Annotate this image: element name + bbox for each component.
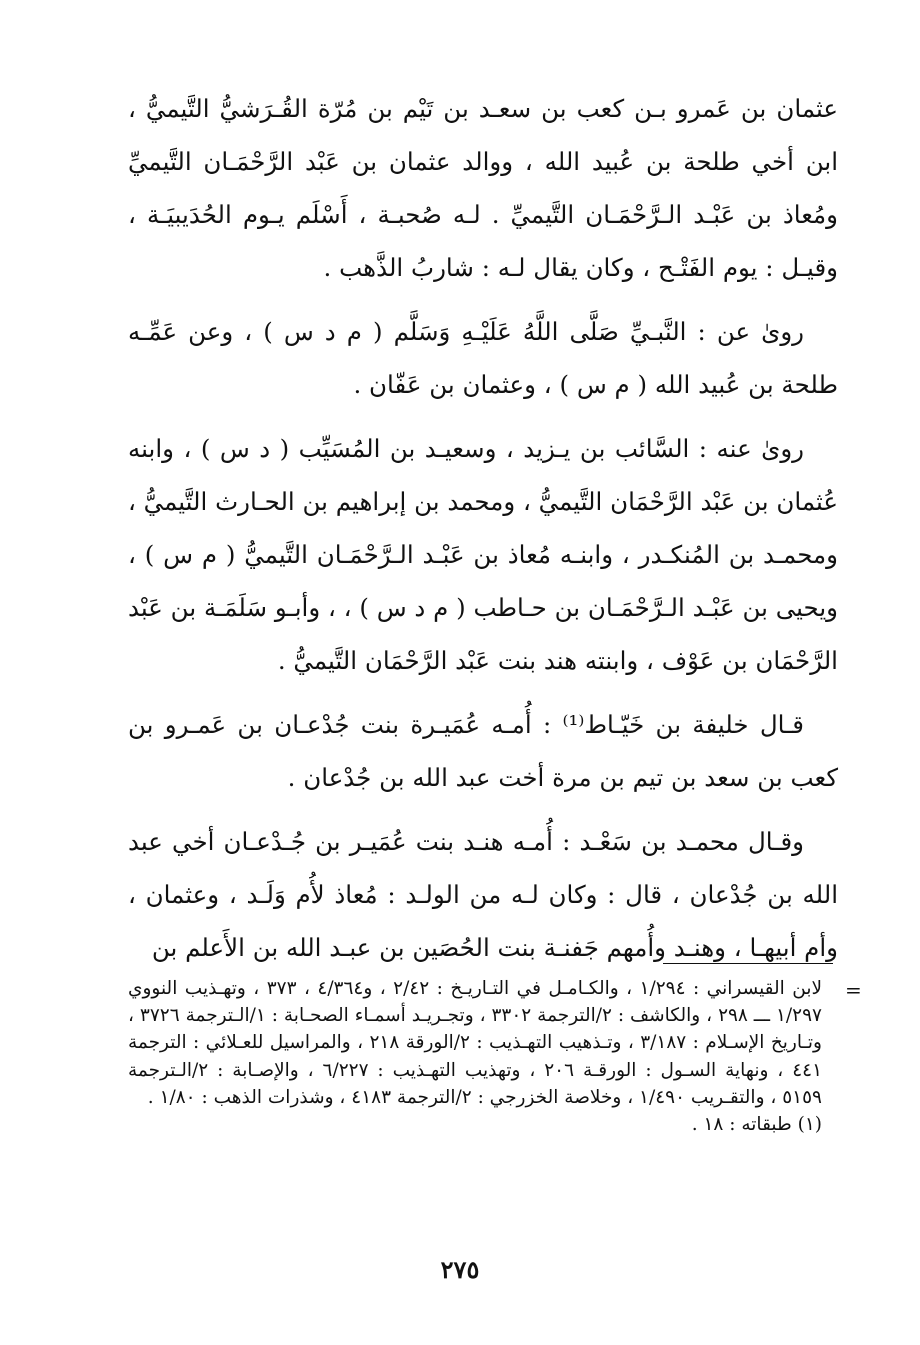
page-number: ٢٧٥ — [440, 1255, 480, 1284]
footnotes — [128, 975, 822, 1138]
footnote-1: (١) طبقاته : ١٨ . — [691, 1114, 822, 1136]
footnote-continuation-mark: = — [845, 978, 862, 1002]
footnote-references: لابن القيسراني : ١/٢٩٤ ، والكـامـل في التـاريـخ : ٢/٤٢ ، و٤/٣٦٤ ، ٣٧٣ ، وتهـذيب النووي ١/٢٩٧ ـــ ٢٩٨ ، والكاشف : ٢/الترجمة ٣٣٠٢ ، وتجـريـد أسمـاء الصحـابة : ١/الـترجمة ٣٧٢٦ ، وتـاريخ الإسـلام : ٣/١٨٧ ، وتـذهيب التهـذيب : ٢/الورقة ٢١٨ ، والمراسيل للعـلائي : الترجمة ٤٤١ ، ونهاية السـول : الورقـة ٢٠٦ ، وتهذيب التهـذيب : ٦/٢٢٧ ، والإصـابة : ٢/الـترجمة ٥١٥٩ ، والتقـريب ١/٤٩٠ ، وخلاصة الخزرجي : ٢/الترجمة ٤١٨٣ ، وشذرات الذهب : ١/٨٠ . — [128, 978, 823, 1108]
paragraph-ibn-saad-quote: وقـال محمـد بن سَعْـد : أُمـه هنـد بنت عُمَيـر بن جُـدْعـان أخي عبد الله بن جُدْعان ، قال : وكان لـه من الولـد : مُعاذ لأُم وَلَـد ، وعثمان ، وأم أبيهـا ، وهنـد وأُمهم جَفنـة بنت الحُصَين بن عبـد الله بن الأَعلم بن — [128, 827, 838, 962]
paragraph-narrated-by: روىٰ عنه : السَّائب بن يـزيد ، وسعيـد بن المُسَيِّب ( د س ) ، وابنه عُثمان بن عَبْد الرَّحْمَان التَّيميُّ ، ومحمد بن إبراهيم بن الحـارث التَّيميُّ ، ومحمـد بن المُنكـدر ، وابنـه مُعاذ بن عَبْـد الـرَّحْمَـان التَّيميُّ ( م س ) ، ويحيى بن عَبْـد الـرَّحْمَـان بن حـاطب ( م د س ) ، ، وأبـو سَلَمَـة بن عَبْد الرَّحْمَان بن عَوْف ، وابنته هند بنت عَبْد الرَّحْمَان التَّيميُّ . — [127, 434, 838, 675]
paragraph-narrated-from: روىٰ عن : النَّبـيِّ صَلَّى اللَّهُ عَلَيْـهِ وَسَلَّم ( م د س ) ، وعن عَمِّـه طلحة بن عُبيد الله ( م س ) ، وعثمان بن عَفّان . — [128, 317, 838, 399]
paragraph-biography: عثمان بن عَمرو بـن كعب بن سعـد بن تَيْم بن مُرّة القُـرَشيُّ التَّيميُّ ، ابن أخي طلحة بن عُبيد الله ، ووالد عثمان بن عَبْد الرَّحْمَـان التَّيميِّ ومُعاذ بن عَبْـد الـرَّحْمَـان التَّيميِّ . لـه صُحبـة ، أَسْلَم يـوم الحُدَيبيَـة ، وقيـل : يوم الفَتْـح ، وكان يقال لـه : شاربُ الذَّهب . — [128, 94, 838, 282]
main-text — [128, 82, 838, 985]
footnote-divider — [663, 963, 833, 964]
paragraph-khalifa-quote: قـال خليفة بن خَيّـاط⁽¹⁾ : أُمـه عُمَيـرة بنت جُدْعـان بن عَمـرو بن كعب بن سعد بن تيم بن مرة أخت عبد الله بن جُدْعان . — [128, 710, 838, 792]
